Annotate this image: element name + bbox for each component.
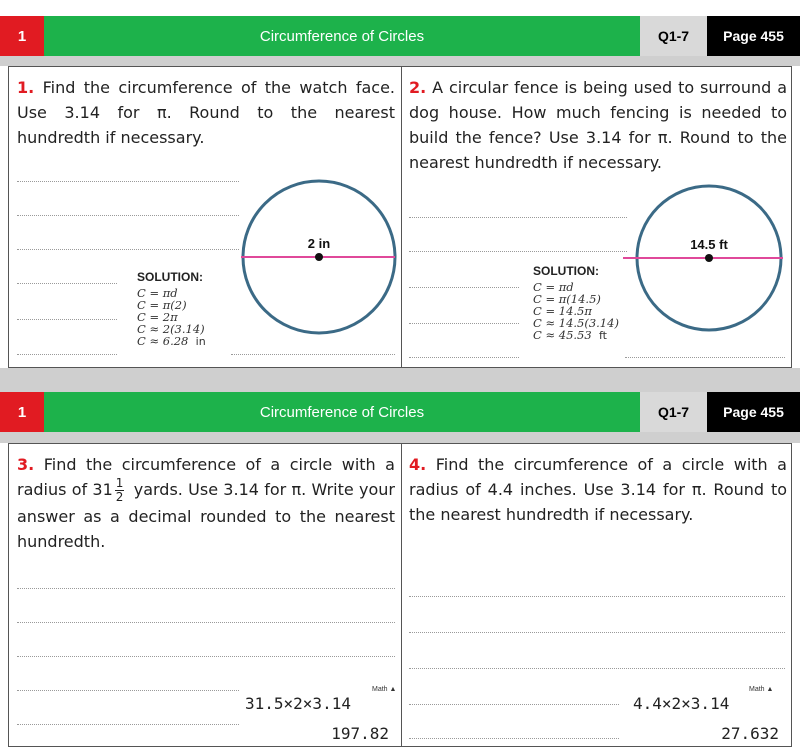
answer-line	[17, 656, 395, 657]
answer-line	[409, 738, 619, 739]
solution-2	[533, 265, 619, 341]
question-3-number: 3.	[17, 455, 35, 474]
question-2-number: 2.	[409, 78, 427, 97]
mixed-fraction	[115, 477, 125, 504]
center-point	[315, 253, 323, 261]
answer-line	[231, 354, 395, 355]
answer-line	[409, 668, 785, 669]
bottom-header	[0, 392, 800, 432]
solution-1	[137, 271, 206, 347]
column-divider	[401, 67, 402, 367]
question-range: Q1-7	[640, 16, 707, 56]
solution-step: C = 14.5π	[533, 304, 592, 318]
page-number: Page 455	[707, 392, 800, 432]
center-point	[705, 254, 713, 262]
solution-label: SOLUTION:	[533, 264, 599, 278]
fraction-numerator: 1	[115, 476, 124, 490]
column-divider	[401, 444, 402, 746]
calculator-result: 27.632	[721, 724, 779, 743]
answer-line	[409, 704, 619, 705]
watch-face-diagram	[241, 175, 401, 339]
question-2	[409, 75, 787, 175]
solution-label: SOLUTION:	[137, 270, 203, 284]
answer-line	[409, 217, 627, 218]
answer-line	[625, 357, 785, 358]
header-band	[0, 432, 800, 443]
diameter-label: 14.5 ft	[690, 237, 728, 252]
fence-diagram	[623, 183, 793, 347]
solution-step: C ≈ 2(3.14)	[137, 322, 205, 336]
answer-line	[17, 724, 239, 725]
question-4-text: Find the circumference of a circle with a radius of 4.4 inches. Use 3.14 for π. Round to the nearest hundredth if necessary.	[409, 455, 787, 524]
answer-line	[17, 354, 117, 355]
calculator-mode-tag: Math ▲	[372, 686, 397, 693]
header-band	[0, 56, 800, 66]
solution-unit: ft	[598, 329, 607, 342]
solution-unit: in	[195, 335, 206, 348]
answer-line	[17, 690, 239, 691]
calculator-result: 197.82	[331, 724, 389, 743]
diameter-label: 2 in	[307, 236, 331, 251]
solution-step: C = πd	[533, 280, 574, 294]
solution-step: C = 2π	[137, 310, 178, 324]
question-2-text: A circular fence is being used to surround a dog house. How much fencing is needed to build the fence? Use 3.14 for π. Round to the nearest hundredth if necessary.	[409, 78, 787, 172]
fraction-denominator: 2	[115, 490, 124, 504]
solution-step: C = πd	[137, 286, 178, 300]
answer-line	[409, 323, 519, 324]
question-range: Q1-7	[640, 392, 707, 432]
question-3-text-cont: yards. Use 3.14 for π. Write your answer as a decimal rounded to the nearest hundredth.	[17, 480, 395, 551]
answer-line	[409, 632, 785, 633]
solution-step: C ≈ 45.53	[533, 328, 592, 342]
solution-step: C ≈ 6.28	[137, 334, 189, 348]
answer-line	[17, 283, 117, 284]
lesson-number: 1	[0, 392, 44, 432]
calculator-mode-tag: Math ▲	[749, 686, 774, 693]
question-4	[409, 452, 787, 527]
answer-line	[409, 357, 519, 358]
question-1	[17, 75, 395, 150]
answer-line	[409, 251, 627, 252]
question-3	[17, 452, 395, 554]
solution-step: C = π(14.5)	[533, 292, 601, 306]
answer-line	[409, 287, 519, 288]
section-gap	[0, 368, 800, 392]
lesson-title: Circumference of Circles	[44, 392, 640, 432]
top-header	[0, 16, 800, 56]
solution-step: C = π(2)	[137, 298, 187, 312]
answer-line	[17, 319, 117, 320]
section-q1-q2	[8, 66, 792, 368]
answer-line	[17, 588, 395, 589]
question-4-number: 4.	[409, 455, 427, 474]
answer-line	[17, 622, 395, 623]
page-number: Page 455	[707, 16, 800, 56]
solution-step: C ≈ 14.5(3.14)	[533, 316, 619, 330]
answer-line	[409, 596, 785, 597]
lesson-title: Circumference of Circles	[44, 16, 640, 56]
question-3-text: Find the circumference of a circle with a radius of 31	[17, 455, 395, 499]
lesson-number: 1	[0, 16, 44, 56]
section-q3-q4	[8, 443, 792, 747]
answer-line	[17, 249, 239, 250]
answer-line	[17, 215, 239, 216]
calculator-expression: 31.5×2×3.14	[245, 694, 351, 713]
question-1-number: 1.	[17, 78, 35, 97]
answer-line	[17, 181, 239, 182]
question-1-text: Find the circumference of the watch face. Use 3.14 for π. Round to the nearest hundredth if necessary.	[17, 78, 395, 147]
calculator-expression: 4.4×2×3.14	[633, 694, 730, 713]
